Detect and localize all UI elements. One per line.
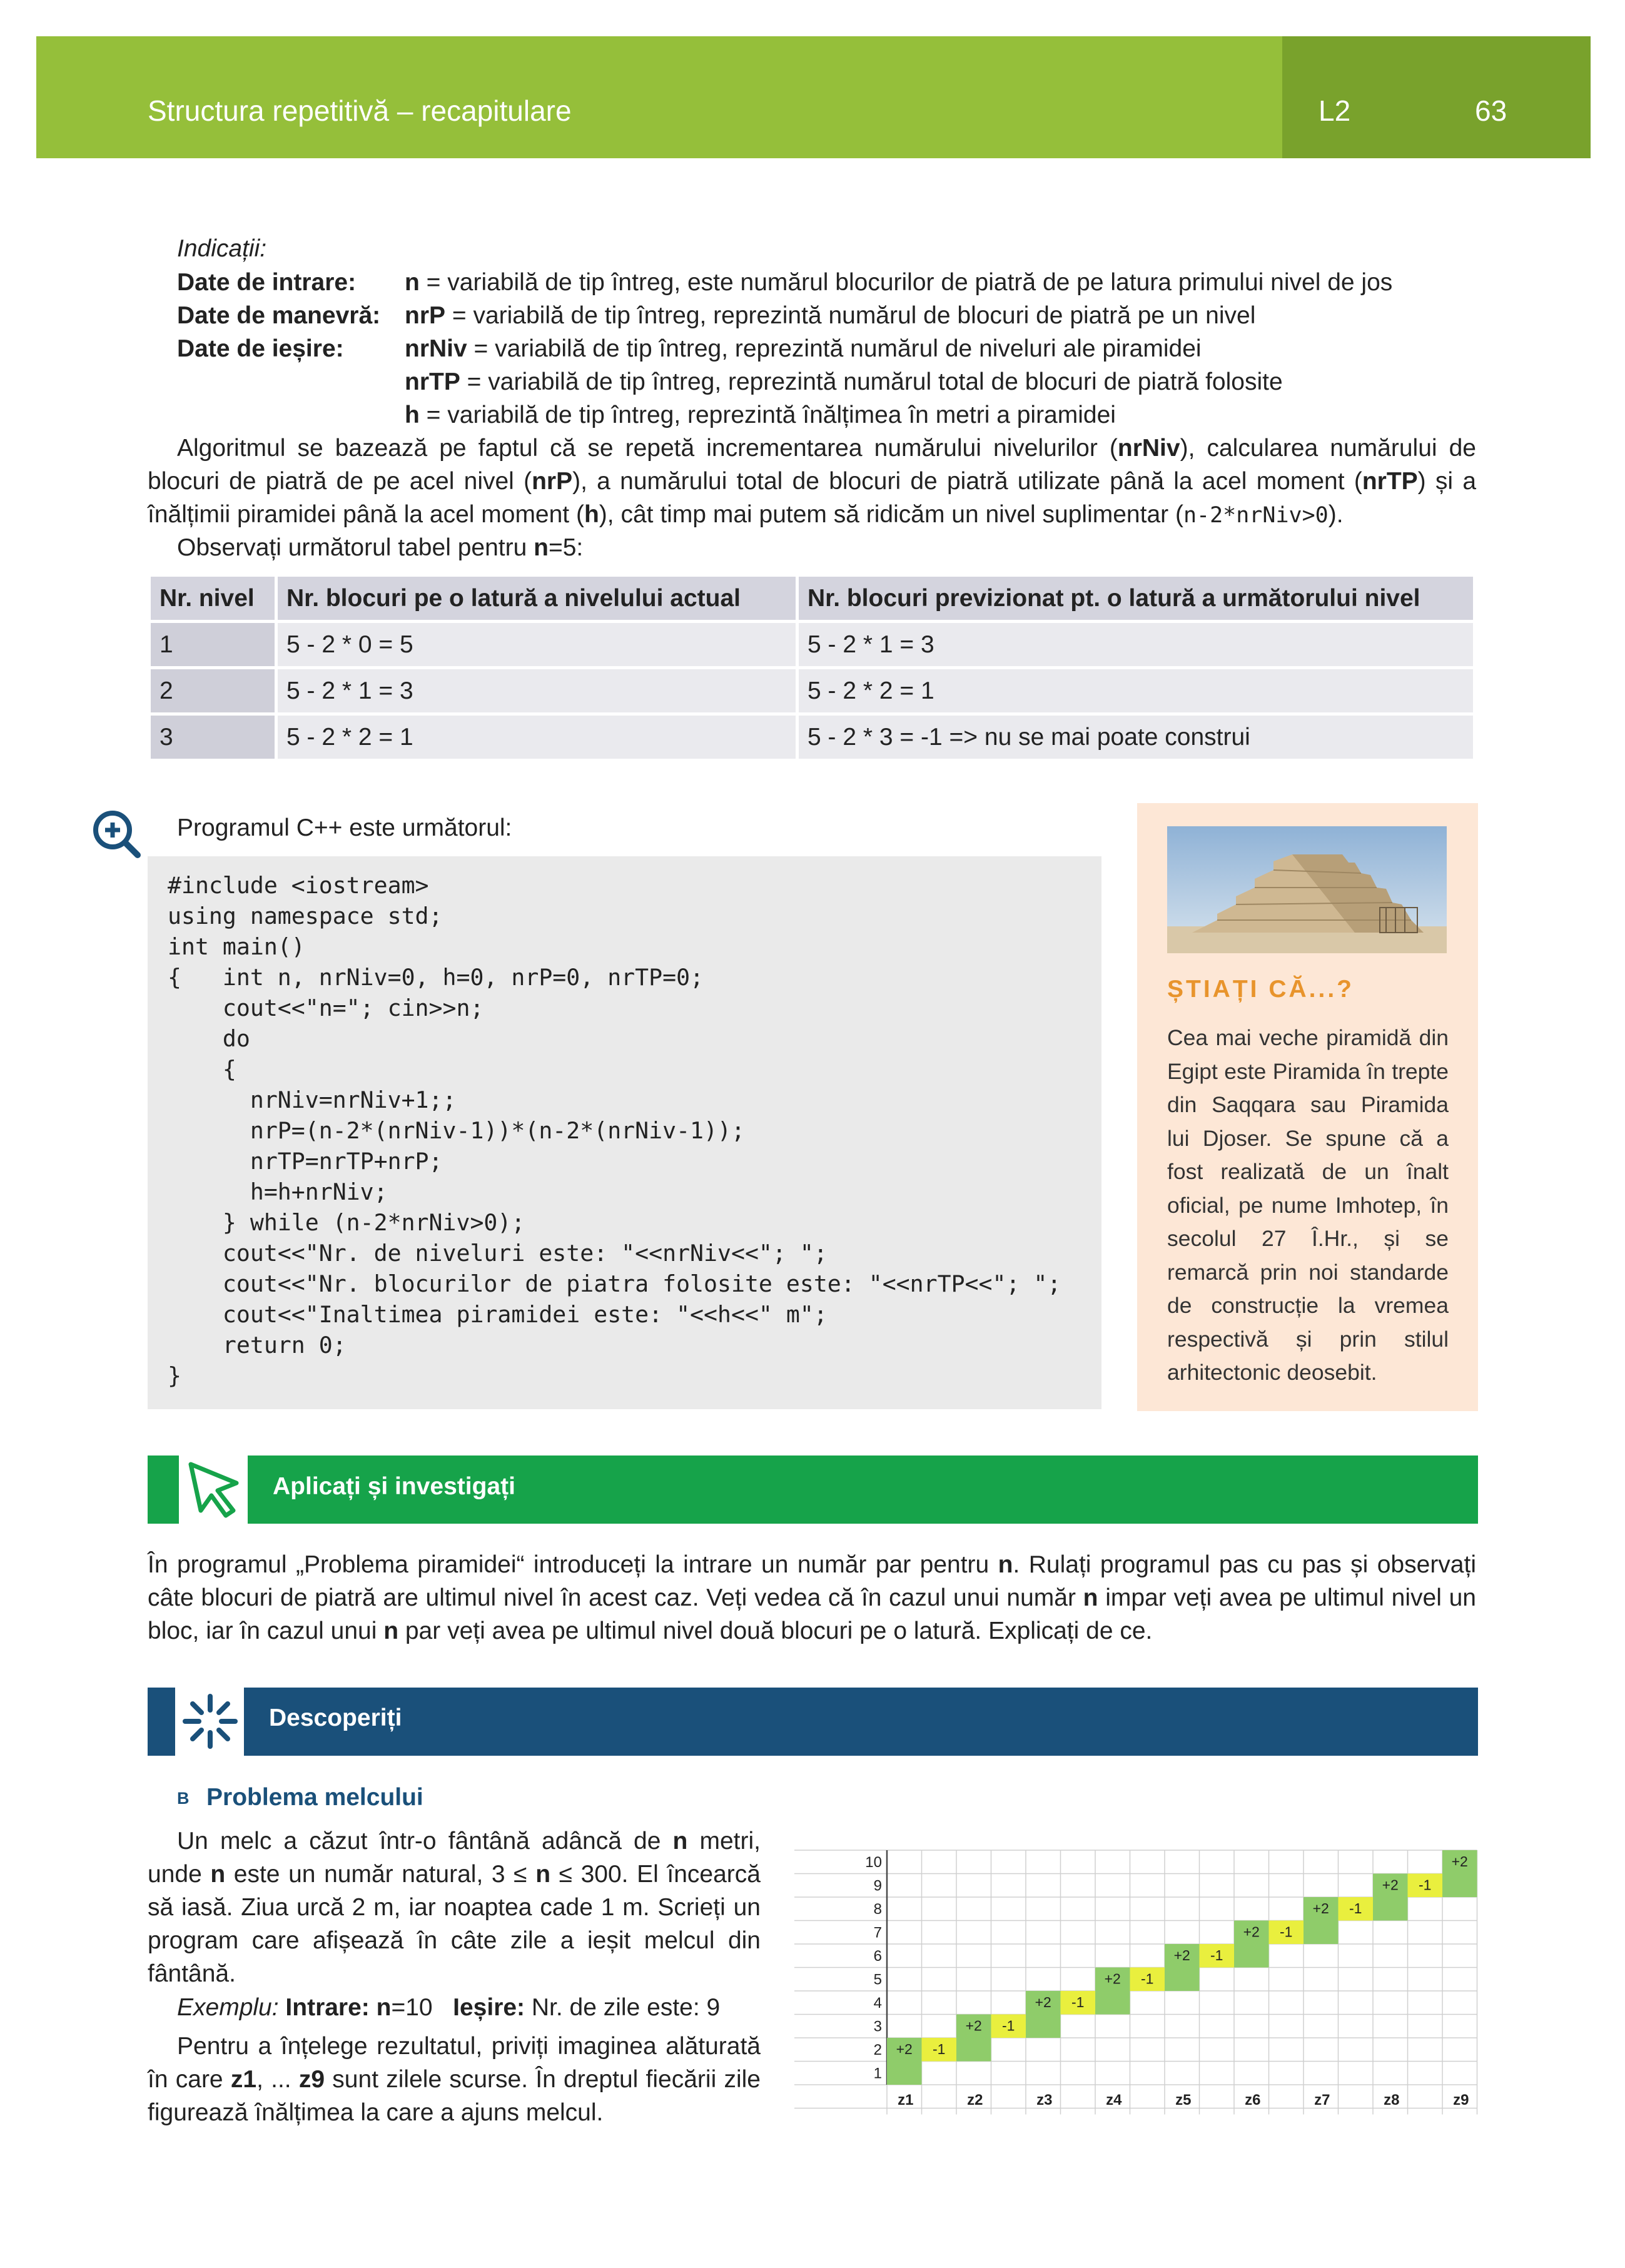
header-level: L2: [1319, 94, 1351, 127]
header-title: Structura repetitivă – recapitulare: [148, 94, 572, 127]
climb-label: +2: [1104, 1970, 1121, 1987]
var-desc: = variabilă de tip întreg, reprezintă numărul de blocuri de piatră pe un nivel: [445, 302, 1256, 329]
did-you-know-title: ȘTIAȚI CĂ...?: [1167, 976, 1354, 1003]
var-name: nrP: [405, 302, 446, 329]
zoom-in-icon: [91, 809, 143, 860]
var-name: nrTP: [405, 368, 460, 395]
code-block: [148, 856, 1101, 1409]
problem-example: Exemplu: Intrare: n=10 Ieșire: Nr. de zile este: 9: [177, 1994, 721, 2021]
apply-bar-marker: [148, 1455, 179, 1524]
var-desc: = variabilă de tip întreg, este numărul blocurilor de piatră de pe latura primului nivel de jos: [419, 269, 1393, 296]
indication-row: [177, 299, 380, 332]
day-label: z4: [1106, 2092, 1122, 2109]
indication-label: Date de manevră:: [177, 302, 381, 329]
problem-explanation: Pentru a înțelege rezultatul, priviți imaginea alăturată în care z1, ... z9 sunt zilele scurse. În dreptul fiecării zile figurează înălțimea la care a ajuns melcul.: [148, 2033, 761, 2126]
row-label: 5: [873, 1971, 882, 1988]
day-label: z1: [898, 2092, 914, 2109]
var-name: n: [405, 269, 420, 296]
base-cell: [1304, 1921, 1339, 1945]
row-label: 7: [873, 1924, 882, 1941]
base-cell: [1442, 1874, 1477, 1898]
indication-label: Date de intrare:: [177, 269, 357, 296]
row-label: 4: [873, 1995, 882, 2012]
climb-label: +2: [1243, 1923, 1260, 1940]
table-cell: 3: [151, 716, 275, 759]
page-number: 63: [1475, 94, 1507, 127]
climb-label: +2: [965, 2017, 982, 2034]
base-cell: [1165, 1968, 1200, 1992]
did-you-know-text: Cea mai veche piramidă din Egipt este Piramida în trepte din Saqqara sau Piramida lui Djoser. Se spune că a fost realizată de un înalt oficial, pe nume Imhotep, în secolul 27 Î.Hr., și se remarcă prin noi standarde de construcție la vremea respectivă și prin stilul arhitectonic deosebit.: [1167, 1025, 1449, 1385]
table-cell: 5 - 2 * 1 = 3: [799, 623, 1473, 666]
row-label: 1: [873, 2065, 882, 2082]
problem-title: Problema melcului: [206, 1784, 423, 1811]
var-desc: = variabilă de tip întreg, reprezintă numărul total de blocuri de piatră folosite: [460, 368, 1283, 395]
base-cell: [1095, 1991, 1130, 2015]
table-cell: 5 - 2 * 3 = -1 => nu se mai poate construi: [799, 716, 1473, 759]
table-row: [151, 716, 1473, 759]
table-cell: 5 - 2 * 2 = 1: [799, 669, 1473, 712]
var-name: nrNiv: [405, 335, 467, 362]
table-cell: 1: [151, 623, 275, 666]
fall-label: -1: [933, 2041, 946, 2057]
base-cell: [1373, 1897, 1408, 1921]
discover-section-title: Descoperiți: [269, 1704, 402, 1731]
base-cell: [956, 2038, 991, 2062]
levels-table: [148, 574, 1476, 762]
indication-label: Date de ieșire:: [177, 335, 344, 362]
fall-label: -1: [1210, 1947, 1223, 1963]
problem-marker: B: [177, 1789, 190, 1808]
fall-label: -1: [1141, 1970, 1154, 1987]
indication-desc: [405, 365, 1283, 398]
row-label: 6: [873, 1948, 882, 1965]
step-pyramid-image: [1167, 826, 1447, 953]
fall-label: -1: [1071, 1994, 1085, 2010]
var-name: h: [405, 402, 420, 428]
indications-heading: Indicații:: [177, 235, 267, 262]
climb-label: +2: [896, 2041, 913, 2057]
indication-row: [177, 332, 344, 365]
indication-desc: [405, 299, 1255, 332]
cursor-arrow-icon: [183, 1455, 246, 1524]
table-cell: 5 - 2 * 0 = 5: [278, 623, 796, 666]
algorithm-paragraph: Algoritmul se bazează pe faptul că se repetă incrementarea numărului nivelurilor (nrNiv), calcularea numărului de blocuri de piatră de pe acel nivel (nrP), a numărului total de blocuri de piatră utilizate până la acel moment (nrTP) și a înălțimii piramidei până la acel moment (h), cât timp mai putem să ridicăm un nivel suplimentar (n-2*nrNiv>0).: [148, 435, 1477, 528]
row-label: 10: [865, 1854, 882, 1871]
day-label: z8: [1384, 2092, 1400, 2109]
row-label: 3: [873, 2018, 882, 2035]
discover-bar-marker: [148, 1688, 175, 1756]
fall-label: -1: [1002, 2017, 1015, 2034]
row-label: 2: [873, 2042, 882, 2058]
table-cell: 2: [151, 669, 275, 712]
table-cell: 5 - 2 * 2 = 1: [278, 716, 796, 759]
climb-label: +2: [1451, 1853, 1468, 1870]
snail-progress-chart: [794, 1844, 1478, 2122]
indication-desc: [405, 332, 1202, 365]
climb-label: +2: [1312, 1900, 1329, 1916]
var-desc: = variabilă de tip întreg, reprezintă numărul de niveluri ale piramidei: [467, 335, 1202, 362]
day-label: z6: [1245, 2092, 1261, 2109]
base-cell: [1026, 2015, 1061, 2038]
table-intro: Observați următorul tabel pentru n=5:: [177, 534, 584, 561]
day-label: z7: [1314, 2092, 1330, 2109]
climb-label: +2: [1035, 1994, 1051, 2010]
table-header: Nr. blocuri pe o latură a nivelului actual: [278, 577, 796, 620]
fall-label: -1: [1349, 1900, 1362, 1916]
table-header-row: [151, 577, 1473, 620]
cpp-code: #include <iostream> using namespace std; int main() { int n, nrNiv=0, h=0, nrP=0, nrTP=0; cout<<"n="; cin>>n; do { nrNiv=nrNiv+1;; nrP=(n-2*(nrNiv-1))*(n-2*(nrNiv-1)); nrTP=nrTP+nrP; h=h+nrNiv; } while (n-2*nrNiv>0); cout<<"Nr. de niveluri este: "<<nrNiv<<"; "; cout<<"Nr. blocurilor de piatra folosite este: "<<nrTP<<"; "; cout<<"Inaltimea piramidei este: "<<h<<" m"; return 0; }: [168, 872, 1061, 1389]
table-cell: 5 - 2 * 1 = 3: [278, 669, 796, 712]
climb-label: +2: [1173, 1947, 1190, 1963]
fall-label: -1: [1419, 1876, 1432, 1893]
row-label: 8: [873, 1901, 882, 1918]
indication-row: [177, 266, 356, 299]
day-label: z3: [1036, 2092, 1053, 2109]
table-header: Nr. nivel: [151, 577, 275, 620]
indication-desc: [405, 398, 1116, 432]
day-label: z5: [1175, 2092, 1192, 2109]
fall-label: -1: [1280, 1923, 1293, 1940]
indication-desc: [405, 266, 1392, 299]
table-header: Nr. blocuri previzionat pt. o latură a următorului nivel: [799, 577, 1473, 620]
base-cell: [1234, 1944, 1269, 1968]
sparkle-icon: [178, 1688, 243, 1756]
table-row: [151, 669, 1473, 712]
var-desc: = variabilă de tip întreg, reprezintă înălțimea în metri a piramidei: [419, 402, 1116, 428]
discover-section-bar: [244, 1688, 1478, 1756]
base-cell: [887, 2062, 922, 2085]
row-label: 9: [873, 1877, 882, 1895]
climb-label: +2: [1382, 1876, 1399, 1893]
apply-paragraph: În programul „Problema piramidei“ introduceți la intrare un număr par pentru n. Rulați programul pas cu pas și observați câte blocuri de piatră are ultimul nivel în acest caz. Veți vedea că în cazul unui număr n impar veți avea pe ultimul nivel un bloc, iar în cazul unui n par veți avea pe ultimul nivel două blocuri pe o latură. Explicați de ce.: [148, 1551, 1476, 1644]
apply-section-title: Aplicați și investigați: [273, 1473, 515, 1500]
day-label: z2: [967, 2092, 983, 2109]
program-intro: Programul C++ este următorul:: [177, 814, 512, 841]
table-row: [151, 623, 1473, 666]
day-label: z9: [1453, 2092, 1469, 2109]
problem-statement: Un melc a căzut într-o fântână adâncă de n metri, unde n este un număr natural, 3 ≤ n ≤ 300. El încearcă să iasă. Ziua urcă 2 m, iar noaptea cade 1 m. Scrieți un program care afișează în câte zile a ieșit melcul din fântână.: [148, 1828, 761, 1987]
